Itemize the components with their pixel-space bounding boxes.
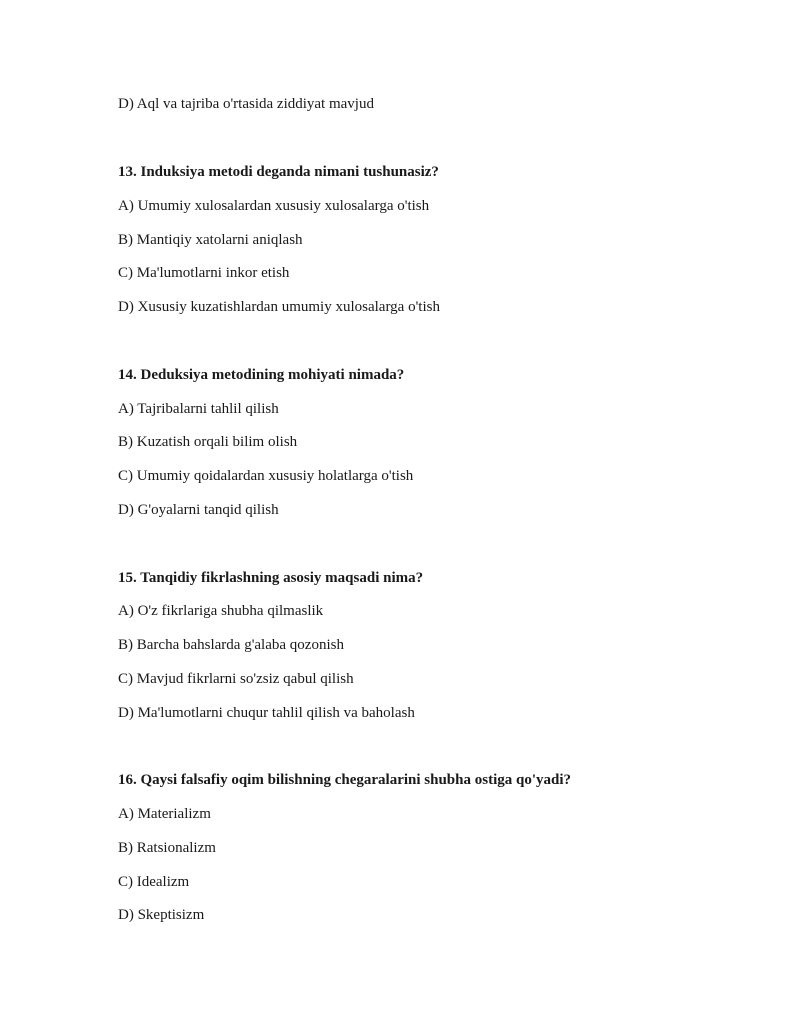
question-13-option-d: D) Xususiy kuzatishlardan umumiy xulosalarga o'tish: [118, 299, 440, 315]
question-13-option-b: B) Mantiqiy xatolarni aniqlash: [118, 232, 303, 248]
question-13-option-a: A) Umumiy xulosalardan xususiy xulosalarga o'tish: [118, 198, 430, 214]
question-14-option-d: D) G'oyalarni tanqid qilish: [118, 502, 279, 518]
question-16-option-a: A) Materializm: [118, 806, 211, 822]
question-16-option-c: C) Idealizm: [118, 874, 190, 890]
question-15-option-b: B) Barcha bahslarda g'alaba qozonish: [118, 637, 344, 653]
question-14-option-c: C) Umumiy qoidalardan xususiy holatlarga o'tish: [118, 468, 414, 484]
question-15-title: 15. Tanqidiy fikrlashning asosiy maqsadi nima?: [118, 570, 424, 586]
question-14-option-a: A) Tajribalarni tahlil qilish: [118, 401, 279, 417]
question-15-option-c: C) Mavjud fikrlarni so'zsiz qabul qilish: [118, 671, 354, 687]
question-15-option-d: D) Ma'lumotlarni chuqur tahlil qilish va baholash: [118, 705, 415, 721]
question-16-title: 16. Qaysi falsafiy oqim bilishning chegaralarini shubha ostiga qo'yadi?: [118, 772, 572, 788]
question-13-option-c: C) Ma'lumotlarni inkor etish: [118, 265, 290, 281]
question-15-option-a: A) O'z fikrlariga shubha qilmaslik: [118, 603, 324, 619]
question-16-option-b: B) Ratsionalizm: [118, 840, 216, 856]
question-14-option-b: B) Kuzatish orqali bilim olish: [118, 434, 298, 450]
option-d-prev: D) Aql va tajriba o'rtasida ziddiyat mavjud: [118, 96, 374, 112]
question-16-option-d: D) Skeptisizm: [118, 907, 205, 923]
question-13-title: 13. Induksiya metodi deganda nimani tushunasiz?: [118, 164, 439, 180]
question-14-title: 14. Deduksiya metodining mohiyati nimada?: [118, 367, 405, 383]
